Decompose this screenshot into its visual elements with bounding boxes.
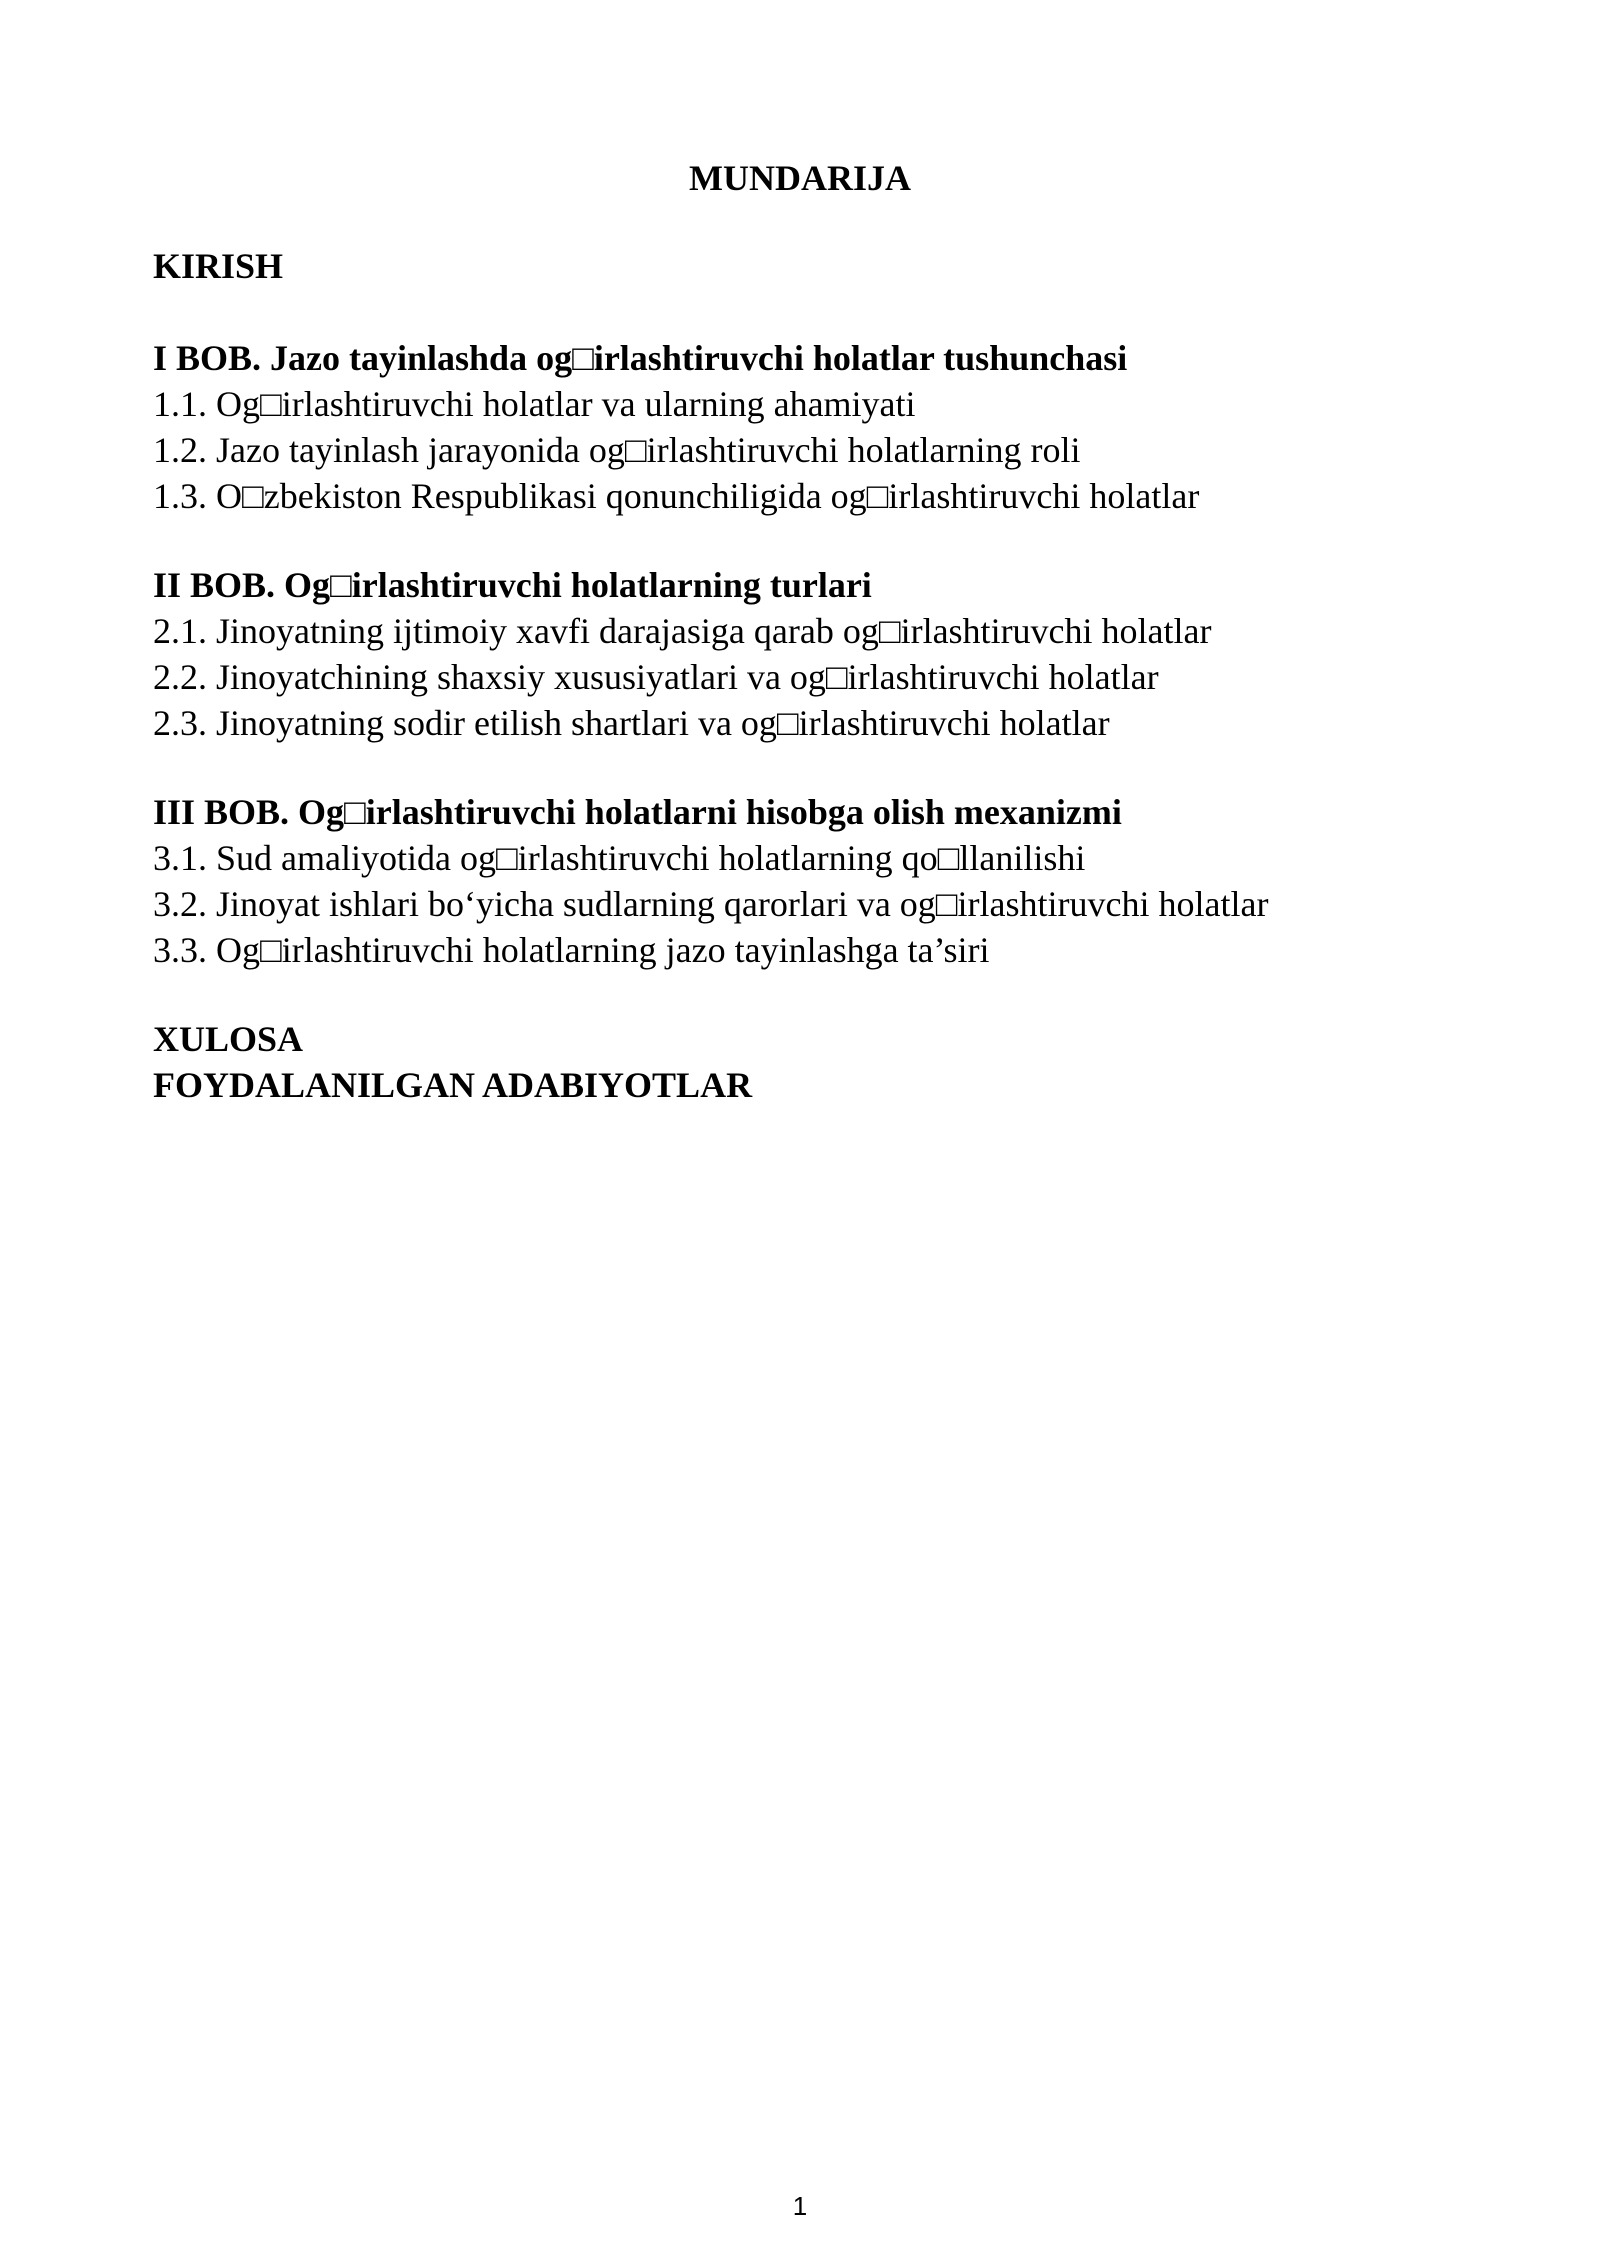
spacer (153, 519, 1473, 562)
toc-item: 1.1. Og□irlashtiruvchi holatlar va ularning ahamiyati (153, 384, 916, 424)
toc-item: 1.3. O□zbekiston Respublikasi qonunchiligida og□irlashtiruvchi holatlar (153, 476, 1200, 516)
spacer (153, 289, 1473, 335)
toc-item: 2.2. Jinoyatchining shaxsiy xususiyatlari va og□irlashtiruvchi holatlar (153, 657, 1159, 697)
page-title: MUNDARIJA (689, 158, 911, 198)
table-of-contents (153, 243, 1473, 1108)
toc-item: 3.3. Og□irlashtiruvchi holatlarning jazo tayinlashga ta’siri (153, 930, 990, 970)
toc-item: 2.3. Jinoyatning sodir etilish shartlari va og□irlashtiruvchi holatlar (153, 703, 1110, 743)
toc-item: 1.2. Jazo tayinlash jarayonida og□irlashtiruvchi holatlarning roli (153, 430, 1081, 470)
toc-item: 2.1. Jinoyatning ijtimoiy xavfi darajasiga qarab og□irlashtiruvchi holatlar (153, 611, 1212, 651)
toc-chapter-heading: I BOB. Jazo tayinlashda og□irlashtiruvchi holatlar tushunchasi (153, 338, 1128, 378)
toc-chapter-2 (153, 562, 1473, 746)
toc-conclusion: XULOSA (153, 1019, 304, 1059)
toc-chapter-heading: II BOB. Og□irlashtiruvchi holatlarning turlari (153, 565, 872, 605)
spacer (153, 973, 1473, 1016)
spacer (153, 746, 1473, 789)
page-number: 1 (792, 2191, 808, 2221)
toc-references: FOYDALANILGAN ADABIYOTLAR (153, 1065, 753, 1105)
toc-item: 3.2. Jinoyat ishlari bo‘yicha sudlarning qarorlari va og□irlashtiruvchi holatlar (153, 884, 1269, 924)
toc-item: 3.1. Sud amaliyotida og□irlashtiruvchi holatlarning qo□llanilishi (153, 838, 1086, 878)
toc-chapter-heading: III BOB. Og□irlashtiruvchi holatlarni hisobga olish mexanizmi (153, 792, 1122, 832)
toc-chapter-3 (153, 789, 1473, 973)
toc-chapter-1 (153, 335, 1473, 519)
toc-intro: KIRISH (153, 246, 284, 286)
